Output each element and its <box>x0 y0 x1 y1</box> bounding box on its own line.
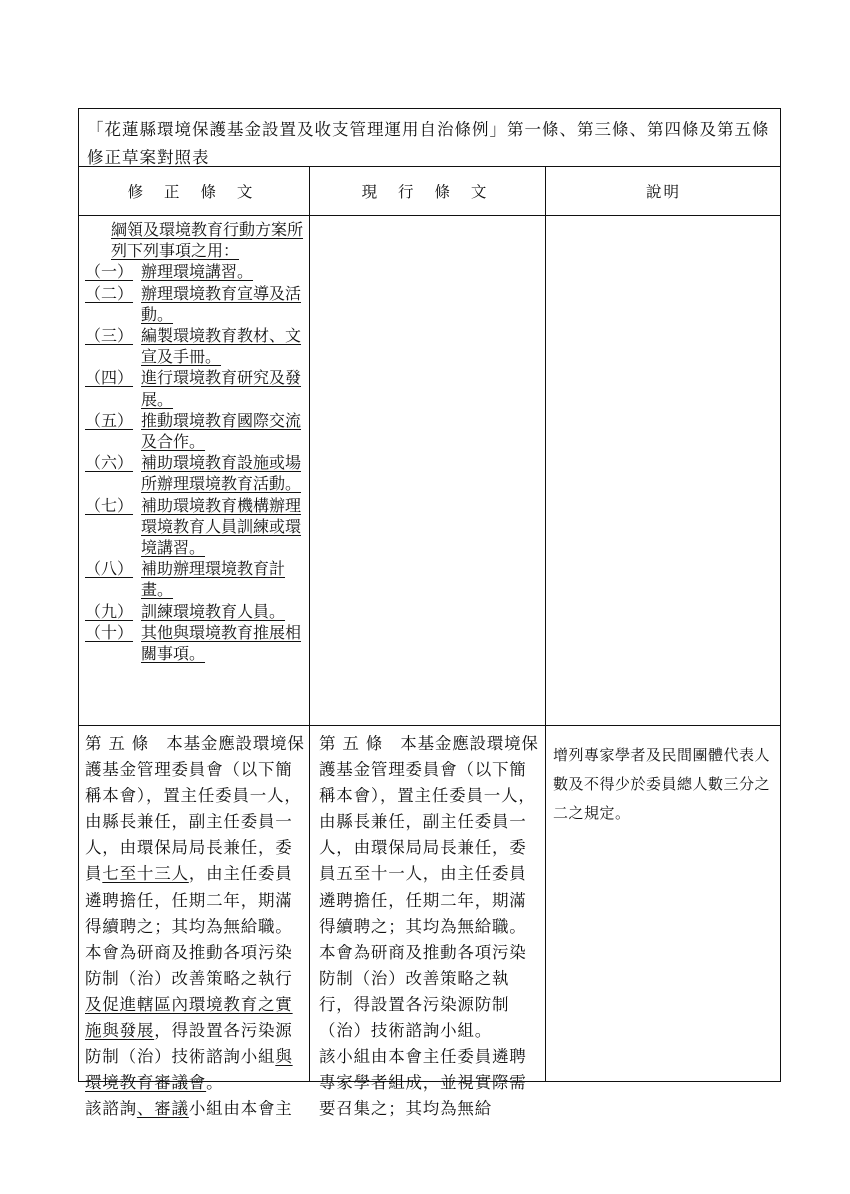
text-run: ，由主任委員遴聘擔任，任期二年，期滿得續聘之；其均為無給職。 <box>85 864 293 936</box>
article5-current <box>319 731 541 1122</box>
document-title: 「花蓮縣環境保護基金設置及收支管理運用自治條例」第一條、第三條、第四條及第五條修正草案對照表 <box>87 120 770 167</box>
list-item <box>85 558 309 600</box>
article5-current-paragraph: 本會為研商及推動各項污染防制（治）改善策略之執行，得設置各污染源防制（治）技術諮詢小組。 <box>319 942 527 1041</box>
list-item <box>85 622 309 664</box>
list-item-text: 編製環境教育教材、文宣及手冊。 <box>141 326 302 367</box>
header-revised: 修 正 條 文 <box>127 183 261 201</box>
article5-current-paragraph: 第 五 條 本基金應設環境保護基金管理委員會（以下簡稱本會），置主任委員一人，由縣長兼任，副主任委員一人，由環保局局長兼任，委員五至十一人，由主任委員遴聘擔任，任期二年，期滿得續聘之；其均為無給職。 <box>319 734 539 936</box>
text-run: 第 五 條 本基金應設環境保護基金管理委員會（以下簡稱本會），置主任委員一人，由縣長兼任，副主任委員一人，由環保局局長兼任，委員 <box>85 734 305 884</box>
list-item <box>85 283 309 325</box>
header-explanation: 說明 <box>645 183 681 201</box>
list-item-text: 其他與環境教育推展相關事項。 <box>141 622 302 664</box>
list-item-text: 補助環境教育機構辦理環境教育人員訓練或環境講習。 <box>141 495 302 558</box>
list-item-text: 辦理環境講習。 <box>141 262 254 282</box>
list-item <box>85 410 309 452</box>
list-item <box>85 367 309 409</box>
list-item-number: （九） <box>85 601 134 621</box>
list-item-text: 補助辦理環境教育計畫。 <box>141 559 286 600</box>
underlined-text: 、審議 <box>136 1099 189 1119</box>
list-item <box>85 601 309 622</box>
article5-revised-paragraph <box>85 940 307 1097</box>
article5-revised <box>85 731 307 1122</box>
revised-list-items <box>85 261 309 664</box>
row-divider <box>79 725 780 726</box>
text-run: 該諮詢 <box>85 1099 137 1119</box>
list-item-text: 推動環境教育國際交流及合作。 <box>141 410 302 452</box>
list-item-number: （三） <box>85 326 134 346</box>
list-item <box>85 325 309 367</box>
list-item-number: （四） <box>85 368 134 388</box>
list-item <box>85 452 309 494</box>
list-item <box>85 261 309 282</box>
list-item-text: 補助環境教育設施或場所辦理環境教育活動。 <box>141 453 302 494</box>
revised-list <box>85 219 309 664</box>
column-divider <box>309 167 310 1081</box>
list-item-number: （一） <box>85 262 134 282</box>
text-run: 。 <box>206 1073 224 1093</box>
title-cell <box>78 108 781 166</box>
header-divider <box>79 215 780 216</box>
column-divider <box>545 167 546 1081</box>
comparison-table <box>78 166 781 1119</box>
article5-revised-paragraph <box>85 731 307 940</box>
underlined-text: 及促進轄區內環境教育之實施與發展 <box>85 994 293 1041</box>
list-item-number: （八） <box>85 559 134 579</box>
list-item-number: （五） <box>85 410 134 430</box>
underlined-text: 七至十三人 <box>102 864 189 884</box>
list-item-text: 訓練環境教育人員。 <box>141 601 286 621</box>
header-current: 現 行 條 文 <box>361 183 495 201</box>
list-item-text: 辦理環境教育宣導及活動。 <box>141 283 302 324</box>
list-item-number: （七） <box>85 495 134 515</box>
text-run: 小組由本會主 <box>188 1099 293 1119</box>
list-item-number: （二） <box>85 283 134 303</box>
list-item-text: 進行環境教育研究及發展。 <box>141 368 302 409</box>
text-run: ，得設置各污染源防制（治）技術諮詢小組 <box>85 1021 293 1067</box>
revised-list-lead: 綱領及環境教育行動方案所列下列事項之用： <box>111 220 304 261</box>
article5-current-paragraph: 該小組由本會主任委員遴聘專家學者組成，並視實際需要召集之；其均為無給 <box>319 1047 527 1119</box>
article5-explanation: 增列專家學者及民間團體代表人數及不得少於委員總人數三分之二之規定。 <box>553 746 771 822</box>
article5-revised-paragraph <box>85 1096 307 1122</box>
list-item-number: （六） <box>85 453 134 473</box>
list-item <box>85 495 309 559</box>
underlined-text: 與環境教育審議會 <box>85 1047 293 1093</box>
text-run: 本會為研商及推動各項污染防制（治）改善策略之執行 <box>85 942 293 988</box>
list-item-number: （十） <box>85 622 134 642</box>
